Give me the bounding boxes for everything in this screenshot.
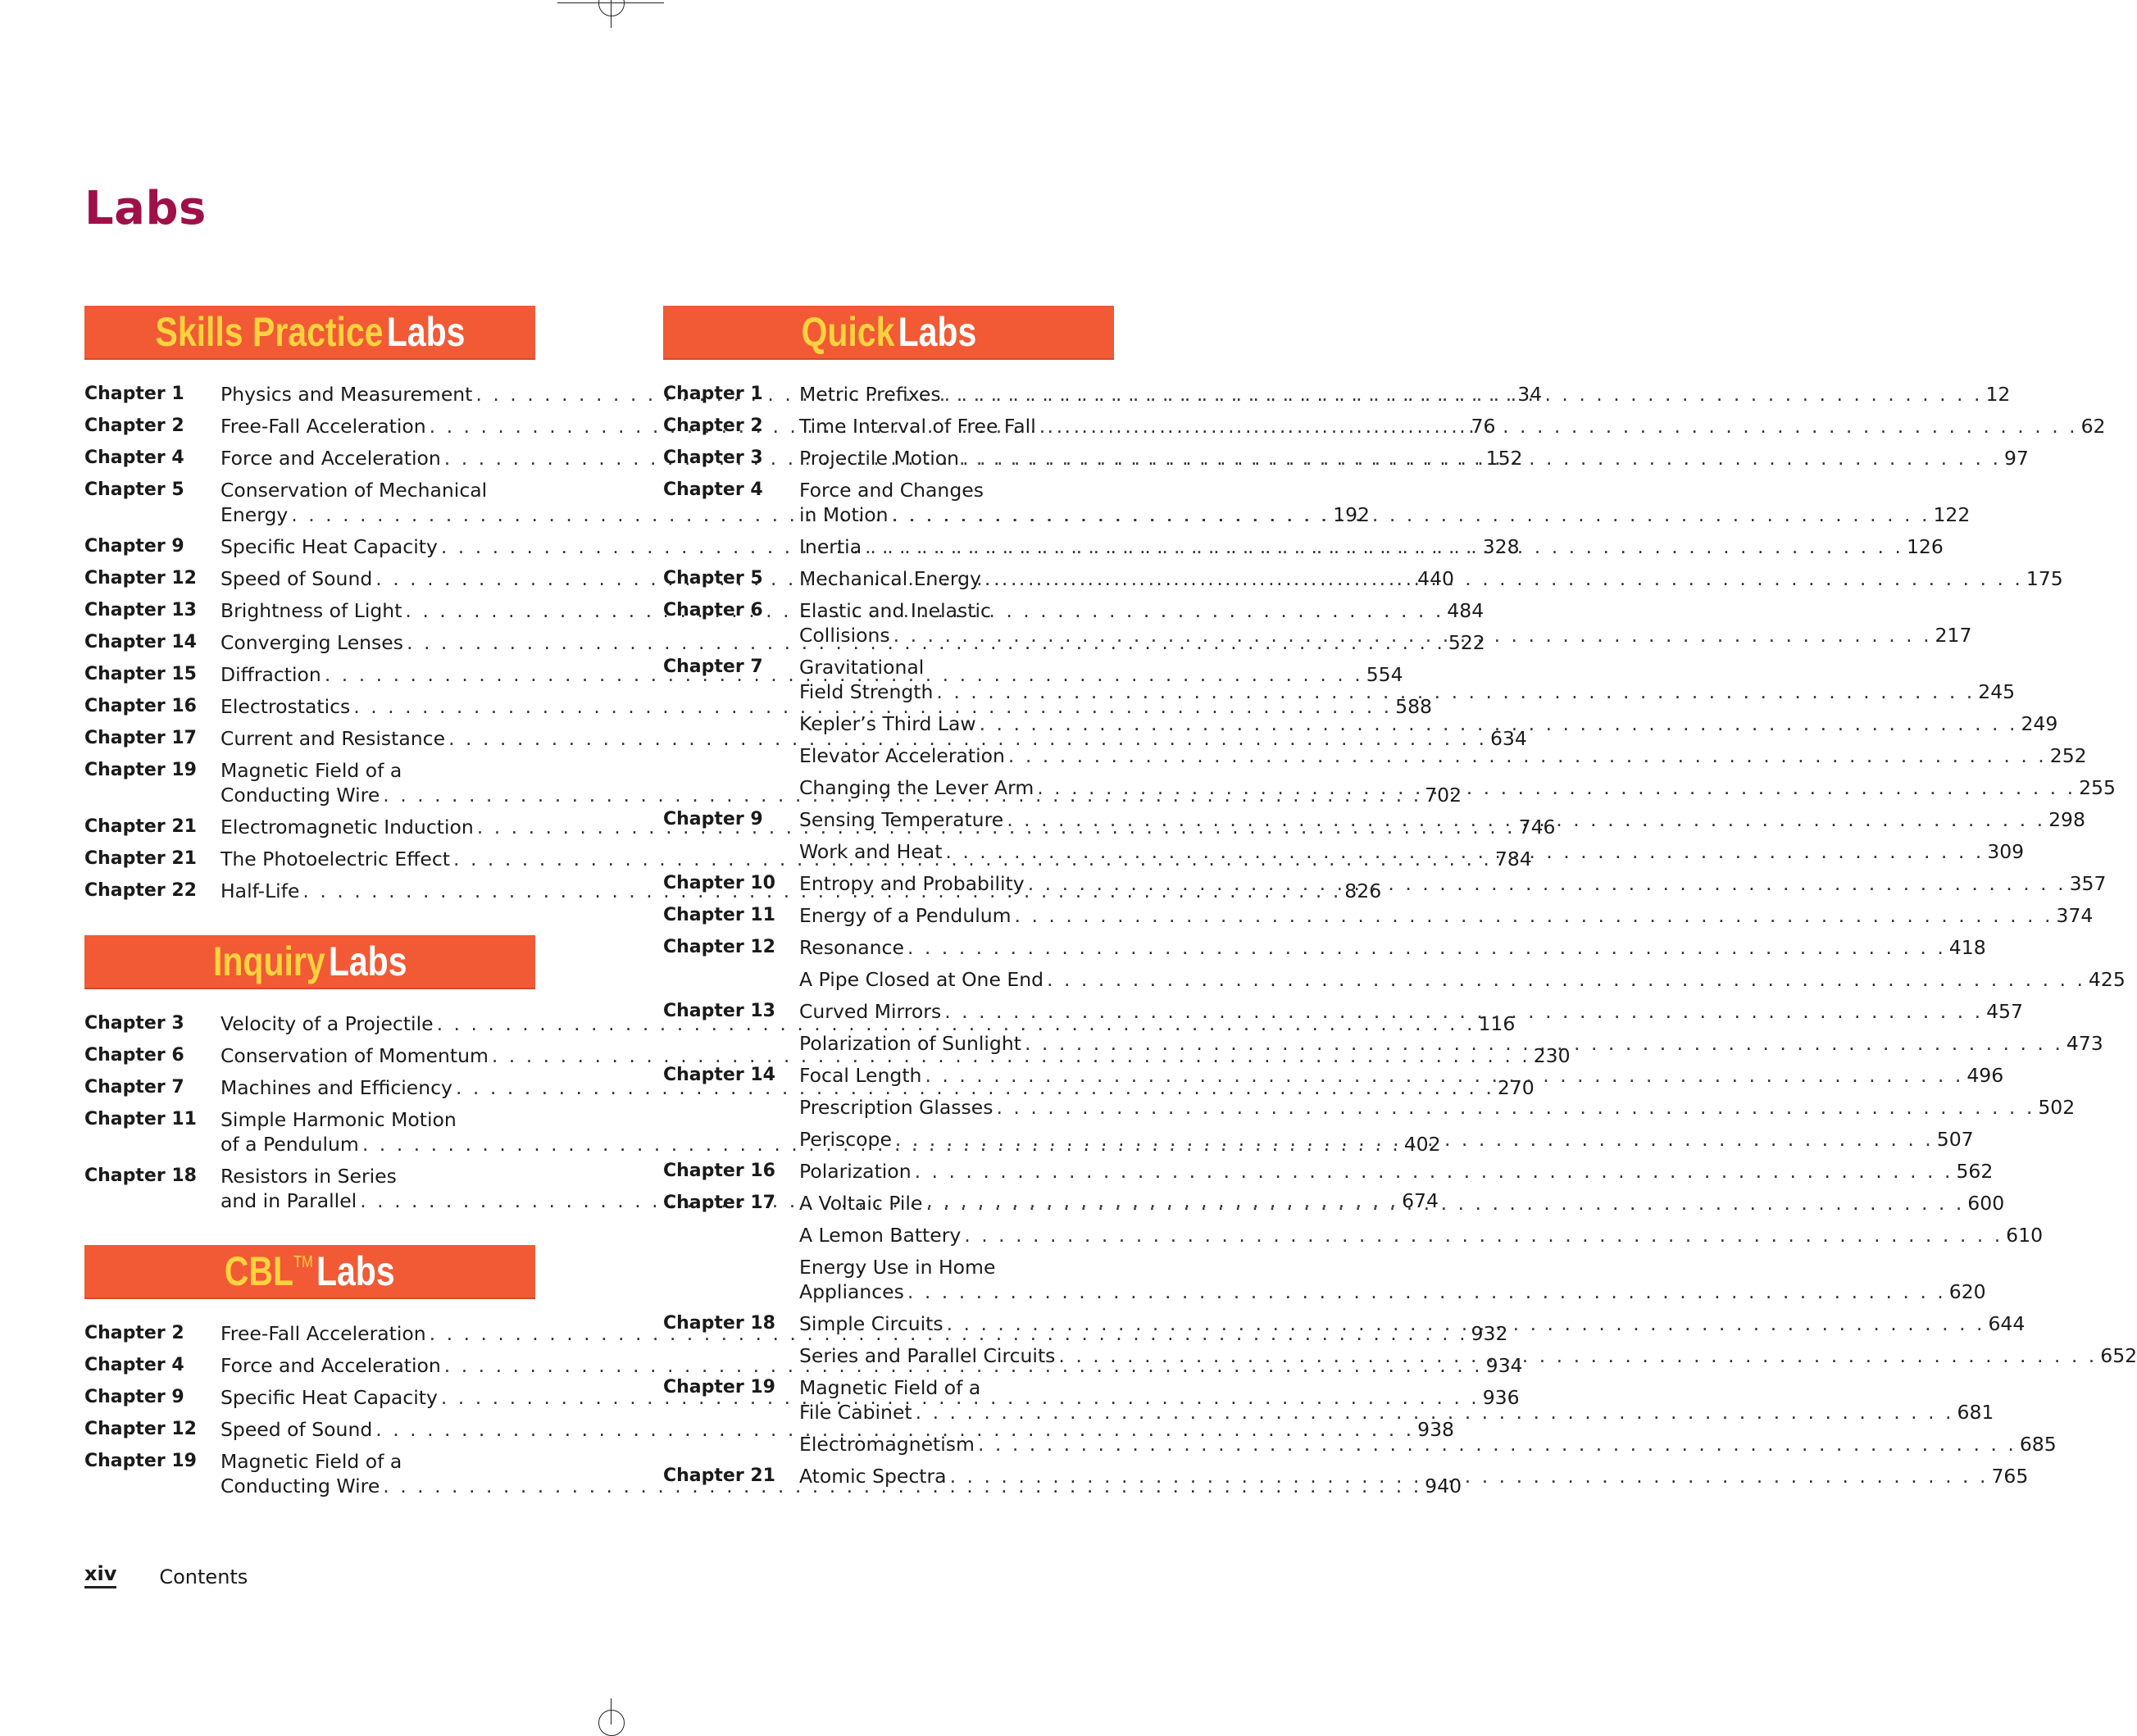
toc-entry[interactable] xyxy=(663,1255,1986,1304)
dot-leader xyxy=(1037,775,2076,800)
chapter-label: Chapter 21 xyxy=(84,816,197,837)
entry-text xyxy=(799,711,2057,736)
trademark-mark: TM xyxy=(293,1253,314,1271)
entry-text xyxy=(799,1031,2103,1056)
chapter-label: Chapter 3 xyxy=(663,448,763,468)
entry-text xyxy=(799,446,2029,470)
chapter-label: Chapter 3 xyxy=(84,1013,184,1034)
chapter-label: Chapter 12 xyxy=(84,568,197,589)
entry-title: Entropy and Probability xyxy=(799,872,1025,895)
entry-title: Polarization of Sunlight xyxy=(799,1032,1021,1055)
entry-title: Elevator Acceleration xyxy=(799,744,1005,767)
toc-entry[interactable] xyxy=(663,1159,1994,1184)
dot-leader xyxy=(892,502,1930,527)
entry-title: Resonance xyxy=(799,936,904,959)
page-ref: 245 xyxy=(1978,680,2016,703)
quick-labs-banner xyxy=(663,306,1114,360)
entry-title-line1: Magnetic Field of a xyxy=(221,759,402,782)
entry-text xyxy=(799,414,2106,439)
entry-title: and in Parallel xyxy=(221,1189,357,1212)
banner-labs-text: Labs xyxy=(328,938,407,984)
dot-leader xyxy=(950,1464,1989,1488)
dot-leader xyxy=(1028,871,2067,896)
toc-entry[interactable] xyxy=(663,1095,2076,1120)
chapter-label: Chapter 9 xyxy=(663,809,763,829)
entry-text xyxy=(799,871,2106,896)
entry-text xyxy=(799,807,2085,832)
chapter-label: Chapter 10 xyxy=(663,873,775,893)
entry-title: Energy xyxy=(221,503,289,526)
entry-title-line1: Conservation of Mechanical xyxy=(221,479,488,502)
entry-title: Free-Fall Acceleration xyxy=(221,415,426,438)
page-ref: 252 xyxy=(2049,744,2087,767)
dot-leader xyxy=(907,1279,1946,1304)
toc-entry[interactable] xyxy=(663,1432,2057,1457)
chapter-label: Chapter 12 xyxy=(84,1419,197,1439)
entry-title: Field Strength xyxy=(799,680,934,703)
page-ref: 249 xyxy=(2021,712,2058,735)
entry-title: Diffraction xyxy=(221,663,321,686)
entry-text xyxy=(799,999,2023,1024)
chapter-label: Chapter 5 xyxy=(84,479,184,500)
entry-title: Specific Heat Capacity xyxy=(221,535,438,558)
entry-title: Conservation of Momentum xyxy=(221,1044,489,1067)
entry-title: Force and Acceleration xyxy=(221,447,441,470)
dot-leader xyxy=(916,1400,1954,1425)
chapter-label: Chapter 6 xyxy=(663,600,763,620)
page-ref: 473 xyxy=(2066,1032,2103,1055)
dot-leader xyxy=(964,1223,2003,1247)
page-ref: 425 xyxy=(2088,968,2126,991)
toc-entry[interactable] xyxy=(84,1417,1454,1442)
entry-title-line1: Magnetic Field of a xyxy=(799,1376,981,1399)
chapter-label: Chapter 13 xyxy=(84,600,197,620)
dot-leader xyxy=(996,1095,2035,1120)
chapter-label: Chapter 17 xyxy=(663,1193,775,1213)
entry-text xyxy=(799,1063,2003,1088)
dot-leader xyxy=(978,1432,2017,1457)
entry-text xyxy=(799,1432,2057,1457)
page-ref: 116 xyxy=(1478,1012,1516,1035)
dot-leader xyxy=(1047,967,2085,992)
entry-title: of a Pendulum xyxy=(221,1133,359,1156)
entry-title: Physics and Measurement xyxy=(221,383,473,406)
entry-title: Prescription Glasses xyxy=(799,1096,993,1119)
entry-title: File Cabinet xyxy=(799,1401,912,1424)
dot-leader xyxy=(947,1311,1985,1336)
page-ref: 298 xyxy=(2048,808,2085,831)
entry-title: The Photoelectric Effect xyxy=(221,848,451,870)
page-ref: 418 xyxy=(1948,936,1986,959)
entry-title: Work and Heat xyxy=(799,840,943,863)
page-ref: 685 xyxy=(2019,1433,2057,1456)
page-ref: 270 xyxy=(1497,1076,1535,1099)
entry-title: Changing the Lever Arm xyxy=(799,776,1034,799)
page-ref: 554 xyxy=(1366,663,1403,686)
dot-leader xyxy=(1058,1343,2097,1368)
page-ref: 681 xyxy=(1957,1401,1994,1424)
banner-labs-text: Labs xyxy=(898,309,976,355)
page-ref: 357 xyxy=(2069,872,2107,895)
page-ref: 496 xyxy=(1966,1064,2004,1087)
chapter-label: Chapter 4 xyxy=(84,1355,184,1375)
entry-title: A Lemon Battery xyxy=(799,1224,962,1247)
dot-leader xyxy=(895,1127,1934,1152)
page-ref: 934 xyxy=(1485,1354,1523,1377)
dot-leader xyxy=(1008,743,2047,768)
page-ref: 588 xyxy=(1395,695,1432,718)
banner-labs-text: Labs xyxy=(386,309,465,355)
chapter-label: Chapter 21 xyxy=(84,848,197,869)
page-ref: 522 xyxy=(1448,631,1485,654)
chapter-label: Chapter 5 xyxy=(663,568,763,589)
chapter-label: Chapter 1 xyxy=(84,384,184,404)
entry-text xyxy=(799,1127,1974,1152)
chapter-label: Chapter 19 xyxy=(84,760,197,780)
entry-title: Free-Fall Acceleration xyxy=(221,1322,426,1345)
entry-title: Sensing Temperature xyxy=(799,808,1004,831)
page-ref: 255 xyxy=(2079,776,2116,799)
page-ref: 374 xyxy=(2056,904,2094,927)
page-ref: 674 xyxy=(1402,1189,1439,1212)
toc-entry[interactable] xyxy=(663,903,2094,928)
page-ref: 940 xyxy=(1425,1475,1462,1497)
entry-text xyxy=(799,967,2126,992)
chapter-label: Chapter 14 xyxy=(663,1065,775,1085)
entry-title: Conducting Wire xyxy=(221,784,380,807)
entry-text xyxy=(799,743,2087,768)
page-ref: 634 xyxy=(1489,727,1527,750)
page-ref: 826 xyxy=(1344,879,1382,902)
entry-text xyxy=(799,1375,1994,1425)
chapter-label: Chapter 13 xyxy=(663,1001,775,1021)
entry-title-line1: Magnetic Field of a xyxy=(221,1450,402,1473)
entry-text xyxy=(799,1343,2137,1368)
entry-title: Velocity of a Projectile xyxy=(221,1012,434,1035)
toc-entry[interactable] xyxy=(84,726,1527,751)
entry-title: Projectile Motion xyxy=(799,447,960,470)
page-ref: 644 xyxy=(1988,1312,2026,1335)
entry-text xyxy=(799,1464,2028,1488)
chapter-label: Chapter 4 xyxy=(663,479,763,500)
entry-title: Conducting Wire xyxy=(221,1475,380,1497)
entry-title: Converging Lenses xyxy=(221,631,403,654)
dot-leader xyxy=(925,1063,1963,1088)
entry-text xyxy=(799,382,2010,407)
page-ref: 620 xyxy=(1948,1280,1986,1303)
entry-text xyxy=(799,534,1944,559)
chapter-label: Chapter 21 xyxy=(663,1466,775,1486)
entry-text xyxy=(799,903,2093,928)
entry-title: Collisions xyxy=(799,624,890,647)
chapter-label: Chapter 12 xyxy=(663,937,775,957)
entry-title-line1: Energy Use in Home xyxy=(799,1256,996,1279)
page-ref: 97 xyxy=(2003,447,2029,470)
entry-text xyxy=(799,655,2015,704)
page-ref: 122 xyxy=(1933,503,1971,526)
toc-entry[interactable] xyxy=(663,743,2087,768)
entry-title: in Motion xyxy=(799,503,889,526)
dot-leader xyxy=(893,623,1932,648)
page-ref: 784 xyxy=(1494,848,1532,870)
entry-title: Brightness of Light xyxy=(221,599,402,622)
entry-title: Polarization xyxy=(799,1160,912,1183)
chapter-label: Chapter 7 xyxy=(84,1077,184,1097)
entry-title-line1: Gravitational xyxy=(799,656,925,679)
page-ref: 765 xyxy=(1991,1465,2029,1488)
page-ref: 610 xyxy=(2006,1224,2044,1247)
page-ref: 440 xyxy=(1417,567,1454,590)
page-ref: 62 xyxy=(2080,415,2106,438)
chapter-label: Chapter 2 xyxy=(84,1323,184,1343)
entry-text xyxy=(799,775,2116,800)
page-ref: 230 xyxy=(1533,1044,1571,1067)
chapter-label: Chapter 1 xyxy=(663,384,763,404)
dot-leader xyxy=(936,679,1975,704)
entry-title: Series and Parallel Circuits xyxy=(799,1344,1056,1367)
dot-leader xyxy=(907,935,1946,960)
entry-text xyxy=(799,839,2024,864)
entry-text xyxy=(799,1223,2043,1247)
entry-title: Machines and Efficiency xyxy=(221,1076,452,1099)
page-ref: 152 xyxy=(1485,447,1523,470)
entry-title: Electromagnetic Induction xyxy=(221,816,474,838)
entry-title-line1: Force and Changes xyxy=(799,479,984,502)
entry-title: Focal Length xyxy=(799,1064,922,1087)
banner-accent-text: Inquiry xyxy=(212,938,325,984)
page-ref: 938 xyxy=(1417,1418,1454,1441)
entry-title: Appliances xyxy=(799,1280,904,1303)
chapter-label: Chapter 2 xyxy=(663,416,763,436)
page-ref: 457 xyxy=(1986,1000,2023,1023)
skills-practice-banner xyxy=(84,306,535,360)
dot-leader xyxy=(915,1159,1953,1184)
entry-text xyxy=(799,1191,2004,1216)
page-ref: 328 xyxy=(1482,535,1520,558)
entry-text xyxy=(799,1255,1986,1304)
banner-accent-text: CBL xyxy=(225,1248,294,1294)
chapter-label: Chapter 16 xyxy=(84,696,197,716)
entry-text xyxy=(799,598,1971,648)
page-ref: 502 xyxy=(2038,1096,2076,1119)
cbl-banner xyxy=(84,1245,535,1299)
entry-text xyxy=(799,566,2063,591)
entry-title-line1: Resistors in Series xyxy=(221,1165,397,1188)
toc-entry[interactable] xyxy=(663,935,1986,960)
toc-entry[interactable] xyxy=(663,1223,2044,1247)
chapter-label: Chapter 7 xyxy=(663,657,763,677)
entry-title: Current and Resistance xyxy=(221,727,446,750)
toc-entry[interactable] xyxy=(84,694,1432,719)
page-ref: 126 xyxy=(1906,535,1944,558)
entry-title: A Pipe Closed at One End xyxy=(799,968,1044,991)
dot-leader xyxy=(925,1191,1964,1216)
inquiry-banner xyxy=(84,935,535,989)
page-ref: 600 xyxy=(1967,1192,2005,1215)
entry-title-line1: Simple Harmonic Motion xyxy=(221,1108,457,1131)
entry-title: Specific Heat Capacity xyxy=(221,1386,438,1409)
chapter-label: Chapter 9 xyxy=(84,1387,184,1407)
entry-title: Inertia xyxy=(799,535,862,558)
page-ref: 484 xyxy=(1447,599,1485,622)
page-footer xyxy=(84,1562,248,1588)
banner-labs-text: Labs xyxy=(316,1248,395,1294)
page-ref: 34 xyxy=(1517,383,1543,406)
chapter-label: Chapter 16 xyxy=(663,1161,775,1181)
chapter-label: Chapter 4 xyxy=(84,448,184,468)
dot-leader xyxy=(1007,807,2045,832)
dot-leader xyxy=(984,566,2023,591)
page-ref: 12 xyxy=(1985,383,2011,406)
chapter-label: Chapter 19 xyxy=(663,1377,775,1397)
toc-entry[interactable] xyxy=(663,967,2126,992)
page-ref: 746 xyxy=(1518,816,1556,838)
entry-text xyxy=(799,1095,2075,1120)
chapter-label: Chapter 18 xyxy=(84,1166,197,1186)
page-ref: 217 xyxy=(1935,624,1972,647)
dot-leader xyxy=(1015,903,2053,928)
page-number: xiv xyxy=(84,1562,116,1588)
page-title: Labs xyxy=(84,182,207,235)
chapter-label: Chapter 18 xyxy=(663,1313,775,1334)
page-ref: 932 xyxy=(1471,1322,1508,1345)
dot-leader xyxy=(980,711,2018,736)
entry-text xyxy=(799,478,1970,527)
entry-title: Atomic Spectra xyxy=(799,1465,947,1488)
entry-title: Speed of Sound xyxy=(221,1418,373,1441)
entry-title: Periscope xyxy=(799,1128,892,1151)
page-ref: 192 xyxy=(1333,503,1371,526)
chapter-label: Chapter 22 xyxy=(84,880,197,901)
chapter-label: Chapter 2 xyxy=(84,416,184,436)
banner-accent-text: Quick xyxy=(801,309,895,355)
entry-title: Force and Acceleration xyxy=(221,1354,441,1377)
page-ref: 936 xyxy=(1482,1386,1520,1409)
page-ref: 309 xyxy=(1987,840,2025,863)
dot-leader xyxy=(865,534,1903,559)
entry-title: Kepler’s Third Law xyxy=(799,712,976,735)
page-ref: 507 xyxy=(1936,1128,1974,1151)
dot-leader xyxy=(1025,1031,2063,1056)
dot-leader xyxy=(944,382,1983,407)
page-ref: 562 xyxy=(1956,1160,1994,1183)
page-ref: 175 xyxy=(2026,567,2063,590)
page-ref: 76 xyxy=(1471,415,1496,438)
entry-title: Time Interval of Free Fall xyxy=(799,415,1036,438)
chapter-label: Chapter 17 xyxy=(84,728,197,748)
entry-title: Metric Prefixes xyxy=(799,383,941,406)
chapter-label: Chapter 19 xyxy=(84,1451,197,1471)
entry-title: Mechanical Energy xyxy=(799,567,981,590)
entry-title: Speed of Sound xyxy=(221,567,373,590)
footer-label: Contents xyxy=(159,1566,248,1588)
entry-title: Half-Life xyxy=(221,879,300,902)
dot-leader xyxy=(1039,414,2078,439)
entry-title-line1: Elastic and Inelastic xyxy=(799,599,991,622)
chapter-label: Chapter 15 xyxy=(84,664,197,684)
entry-text xyxy=(799,1159,1993,1184)
banner-accent-text: Skills Practice xyxy=(155,309,384,355)
dot-leader xyxy=(944,999,1983,1024)
toc-entry[interactable] xyxy=(663,711,2058,736)
page-ref: 402 xyxy=(1403,1133,1441,1156)
page-ref: 652 xyxy=(2100,1344,2137,1367)
chapter-label: Chapter 9 xyxy=(84,536,184,557)
entry-title: Electromagnetism xyxy=(799,1433,975,1456)
entry-title: A Voltaic Pile xyxy=(799,1192,923,1215)
entry-title: Curved Mirrors xyxy=(799,1000,942,1023)
entry-title: Simple Circuits xyxy=(799,1312,943,1335)
chapter-label: Chapter 11 xyxy=(84,1109,197,1129)
chapter-label: Chapter 11 xyxy=(663,905,775,925)
entry-title: Electrostatics xyxy=(221,695,351,718)
dot-leader xyxy=(962,446,2001,470)
dot-leader xyxy=(945,839,1984,864)
chapter-label: Chapter 14 xyxy=(84,632,197,652)
entry-title: Energy of a Pendulum xyxy=(799,904,1012,927)
entry-text xyxy=(799,1311,2025,1336)
chapter-label: Chapter 6 xyxy=(84,1045,184,1066)
page-ref: 702 xyxy=(1425,784,1462,807)
entry-text xyxy=(799,935,1986,960)
